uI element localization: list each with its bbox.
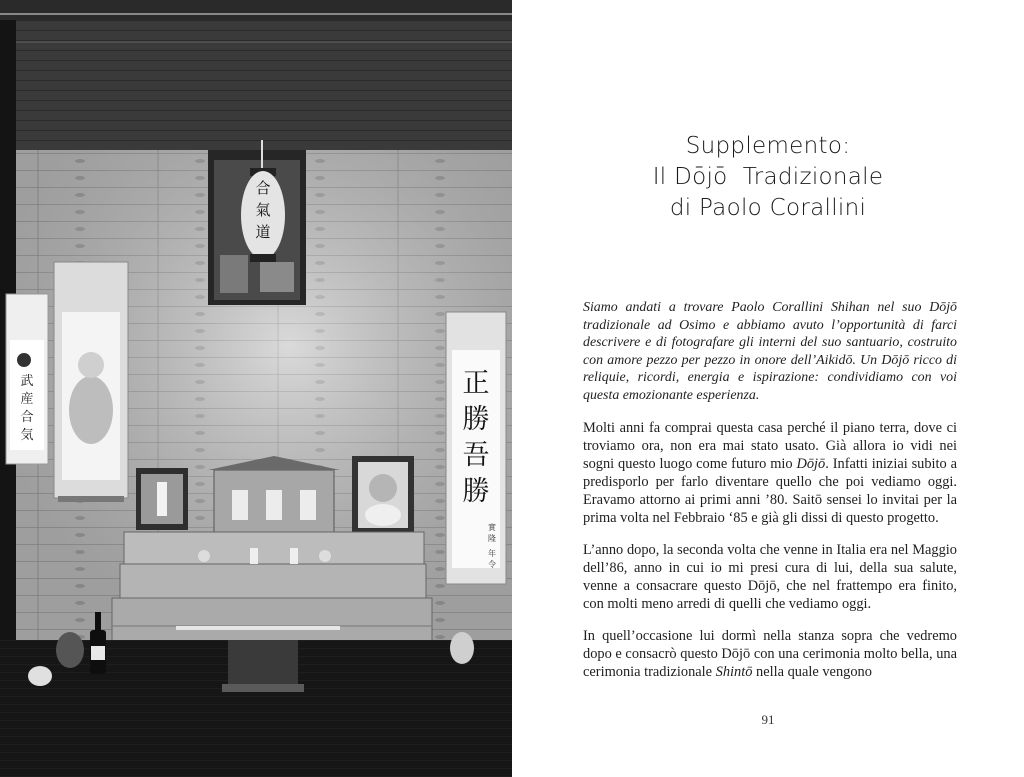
title-line-1: Supplemento:: [685, 133, 851, 159]
paragraph-emphasis: Shintō: [715, 663, 753, 680]
body-paragraph: [583, 419, 957, 527]
lantern-calligraphy-3: 道: [255, 223, 271, 241]
body-paragraph: [583, 627, 957, 681]
right-scroll-calligraphy-2: 勝: [462, 404, 490, 435]
left-scroll-calligraphy-3: 合: [20, 410, 34, 425]
paragraph-text: In quell’occasione lui dormì nella stanza sopra che vedremo dopo e consacrò questo Dōjō con una cerimonia molto bella, una cerimonia tradizionale: [583, 627, 957, 680]
left-scroll-calligraphy-2: 産: [20, 392, 34, 407]
right-scroll-signature-2: 隆: [488, 534, 496, 543]
page-number: 91: [761, 712, 775, 727]
body-paragraph: [583, 541, 957, 613]
right-scroll-signature-4: 令: [488, 560, 496, 569]
right-scroll-calligraphy-4: 勝: [462, 476, 490, 507]
title-line-3: di Paolo Corallini: [669, 195, 867, 221]
paragraph-text: . Infatti iniziai subito a predisporlo per farlo diventare quello che poi vediamo oggi. Eravamo attorno ai primi anni ’80. Saitō sensei lo invitai per la prima volta nel Febbraio ‘85 e già gli dissi di questo progetto.: [583, 455, 958, 526]
left-scroll-calligraphy-1: 武: [20, 374, 34, 389]
left-scroll-calligraphy-4: 気: [20, 428, 34, 443]
right-scroll-calligraphy-1: 正: [462, 368, 490, 399]
title-line-2: Il Dōjō Tradizionale: [652, 164, 884, 190]
paragraph-text: Molti anni fa comprai questa casa perché il piano terra, dove ci troviamo ora, non era mai stato usato. Già allora io vidi nei sogni questo luogo come futuro mio: [583, 419, 957, 472]
intro-paragraph: Siamo andati a trovare Paolo Corallini Shihan nel suo Dōjō tradizionale ad Osimo e abbiamo avuto l’opportunità di farci descrivere e di fotografare gli interni del suo santuario, costruito con amore pezzo per pezzo in onore dell’Aikidō. Un Dōjō ricco di reliquie, ricordi, energia e ispirazione: condividiamo con voi questa emozionante esperienza.: [583, 300, 957, 403]
paragraph-text: L’anno dopo, la seconda volta che venne in Italia era nel Maggio dell’86, anno in cui io mi presi cura di lui, della sua salute, venne a consacrare questo Dōjō, che nel frattempo era finito, con molti meno arredi di quelli che vediamo oggi.: [583, 541, 957, 612]
text-page: [512, 0, 1024, 777]
lantern-calligraphy-1: 合: [255, 179, 271, 197]
paragraph-text: nella quale vengono: [752, 663, 872, 680]
lantern-calligraphy-2: 氣: [255, 201, 271, 219]
article-body: [583, 299, 957, 681]
right-scroll-signature-1: 實: [488, 523, 496, 532]
paragraph-emphasis: Dōjō: [796, 455, 826, 472]
right-scroll-signature-3: 年: [488, 549, 496, 558]
right-scroll-calligraphy-3: 吾: [462, 440, 490, 471]
page-title: [512, 131, 1024, 224]
